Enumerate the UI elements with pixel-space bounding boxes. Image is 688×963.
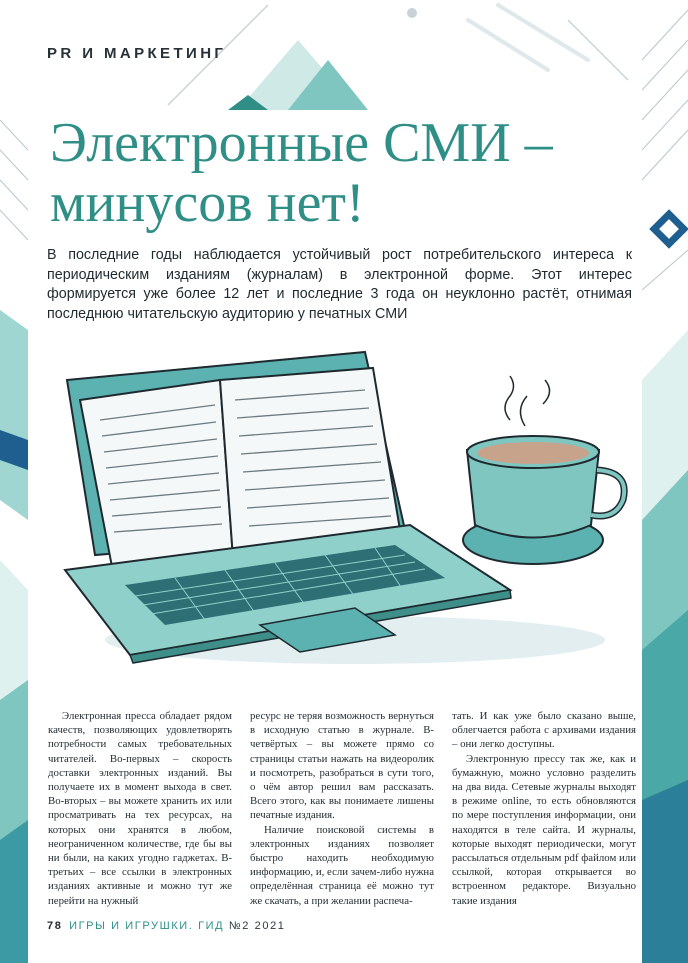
article-body bbox=[48, 709, 636, 907]
column-3 bbox=[452, 709, 636, 907]
page-number: 78 bbox=[47, 920, 63, 932]
title-line-1: Электронные СМИ – bbox=[50, 112, 553, 174]
paragraph: Наличие поисковой системы в электронных изданиях позволяет быстро находить необходимую информацию, и, если зачем-либо нужна определённая страница её можно тут же скачать, а при желании распеча- bbox=[250, 823, 434, 907]
column-2 bbox=[250, 709, 434, 907]
page-footer bbox=[47, 920, 286, 932]
issue-number: №2 2021 bbox=[228, 920, 286, 932]
section-label: PR И МАРКЕТИНГ bbox=[47, 45, 227, 62]
coffee bbox=[477, 442, 589, 464]
article-lead: В последние годы наблюдается устойчивый рост потребительского интереса к периодическим изданиям (журналам) в электронной форме. Этот интерес формируется уже более 12 лет и последние 3 года он неуклонно растёт, отнимая последнюю читательскую аудиторию у печатных СМИ bbox=[47, 247, 632, 322]
paragraph: Электронную прессу так же, как и бумажную, можно условно разделить на два вида. Сетевые журналы выходят в режиме online, то есть обновляются по мере поступления информации, они находятся в теле сайта. И журналы, которые выходят периодически, могут рассылаться отдельным pdf файлом или ссылкой, которая открывается во встроенном редакторе. Визуально такие издания bbox=[452, 752, 636, 907]
laptop-book-illustration bbox=[55, 340, 615, 670]
magazine-name: ИГРЫ И ИГРУШКИ. ГИД bbox=[69, 920, 225, 932]
column-1 bbox=[48, 709, 232, 907]
article-title bbox=[50, 113, 650, 233]
paragraph: ресурс не теряя возможность вернуться в исходную статью в журнале. В-четвёртых – вы можете прямо со страницы статьи нажать на видеоролик и посмотреть, разобраться в сути того, о чём автор решил вам рассказать. Всего этого, как вы понимаете лишены печатные издания. bbox=[250, 710, 434, 822]
title-line-2: минусов нет! bbox=[50, 172, 365, 234]
paragraph: Электронная пресса обладает рядом качеств, позволяющих удовлетворять потребности самых требовательных читателей. Во-первых – скорость доставки электронных изданий. Вы получаете их в момент выхода в свет. Во-вторых – вы можете хранить их или просматривать на тех ресурсах, на которых они хранятся в любом, неограниченном количестве, где бы вы ни были, на каких угодно гаджетах. В-третьих – все ссылки в электронных изданиях активные и можно тут же перейти на нужный bbox=[48, 710, 232, 907]
paragraph: тать. И как уже было сказано выше, облегчается работа с архивами издания – они легко доступны. bbox=[452, 710, 636, 751]
